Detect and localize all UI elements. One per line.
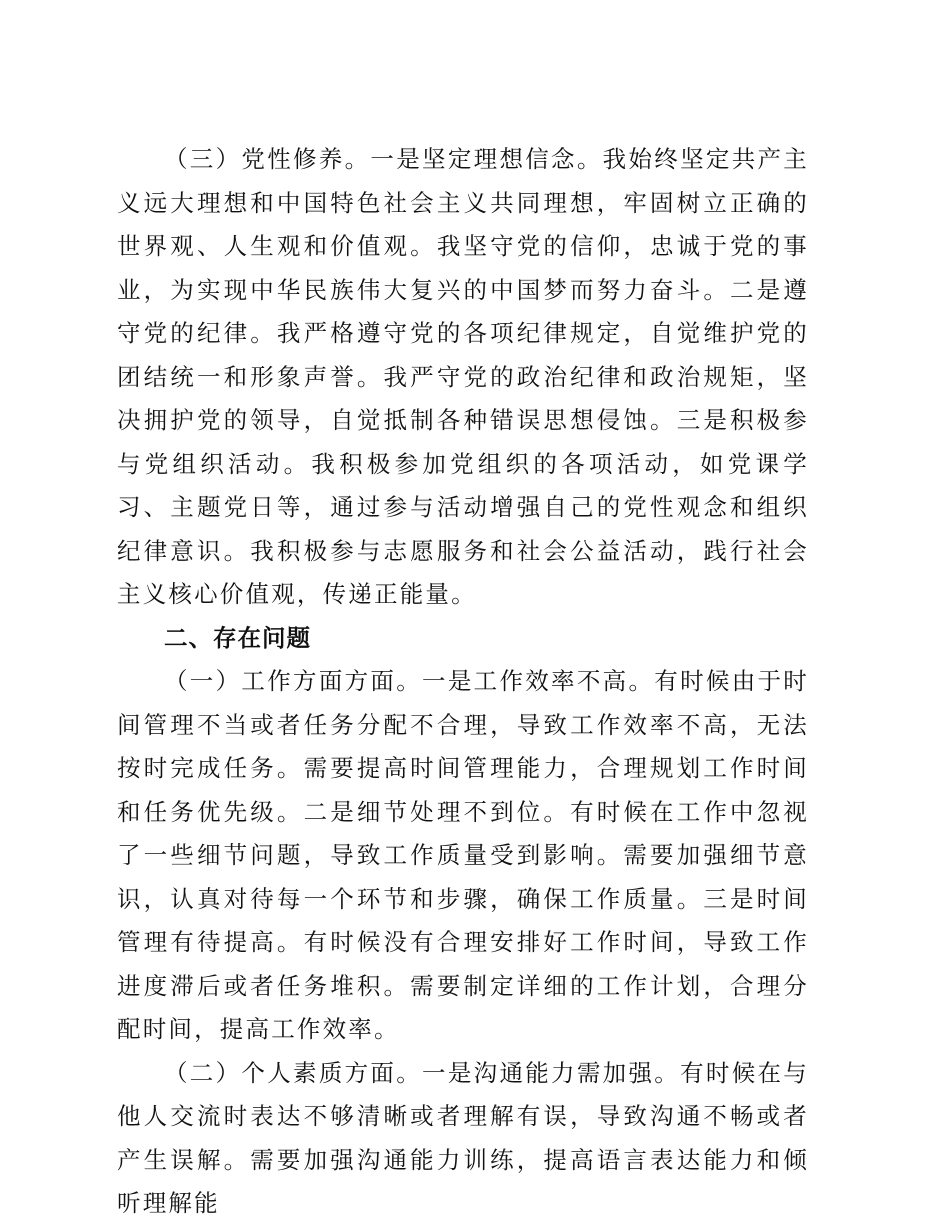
paragraph-party-cultivation: （三）党性修养。一是坚定理想信念。我始终坚定共产主义远大理想和中国特色社会主义共同理想，牢固树立正确的世界观、人生观和价值观。我坚守党的信仰，忠诚于党的事业，为实现中华民族伟大复兴的中国梦而努力奋斗。二是遵守党的纪律。我严格遵守党的各项纪律规定，自觉维护党的团结统一和形象声誉。我严守党的政治纪律和政治规矩，坚决拥护党的领导，自觉抵制各种错误思想侵蚀。三是积极参与党组织活动。我积极参加党组织的各项活动，如党课学习、主题党日等，通过参与活动增强自己的党性观念和组织纪律意识。我积极参与志愿服务和社会公益活动，践行社会主义核心价值观，传递正能量。: [117, 145, 809, 608]
paragraph-work-aspect: （一）工作方面方面。一是工作效率不高。有时候由于时间管理不当或者任务分配不合理，导致工作效率不高，无法按时完成任务。需要提高时间管理能力，合理规划工作时间和任务优先级。二是细节处理不到位。有时候在工作中忽视了一些细节问题，导致工作质量受到影响。需要加强细节意识，认真对待每一个环节和步骤，确保工作质量。三是时间管理有待提高。有时候没有合理安排好工作时间，导致工作进度滞后或者任务堆积。需要制定详细的工作计划，合理分配时间，提高工作效率。: [117, 667, 809, 1043]
paragraph-personal-quality: （二）个人素质方面。一是沟通能力需加强。有时候在与他人交流时表达不够清晰或者理解有误，导致沟通不畅或者产生误解。需要加强沟通能力训练，提高语言表达能力和倾听理解能: [117, 1058, 809, 1217]
document-body: [117, 138, 809, 1226]
section-heading-problems: 二、存在问题: [164, 623, 311, 652]
